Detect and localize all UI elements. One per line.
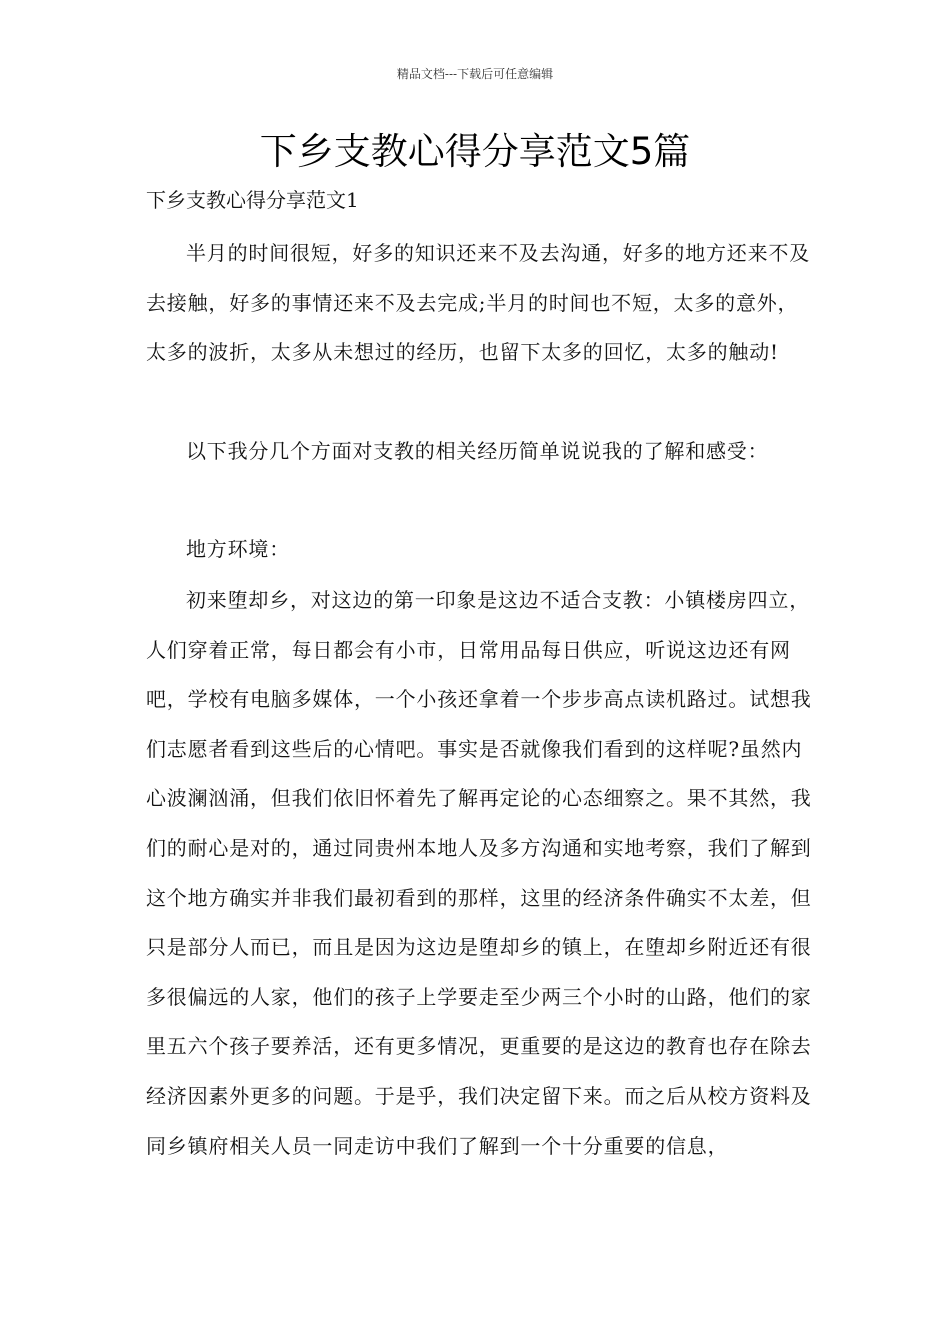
- paragraph-block: [146, 576, 816, 1171]
- subsection-heading: 地方环境：: [186, 537, 290, 561]
- paragraph-block: [146, 525, 816, 575]
- page-header-note: 精品文档---下载后可任意编辑: [396, 67, 554, 81]
- paragraph-block: [146, 229, 816, 378]
- paragraph-block: [146, 427, 816, 477]
- paragraph: 半月的时间很短，好多的知识还来不及去沟通，好多的地方还来不及去接触，好多的事情还来不及去完成;半月的时间也不短，太多的意外，太多的波折，太多从未想过的经历，也留下太多的回忆，太多的触动!: [146, 241, 810, 365]
- paragraph: 以下我分几个方面对支教的相关经历简单说说我的了解和感受：: [186, 439, 769, 463]
- section-heading: 下乡支教心得分享范文1: [146, 188, 359, 212]
- document-title: 下乡支教心得分享范文5篇: [259, 130, 691, 173]
- paragraph: 初来堕却乡，对这边的第一印象是这边不适合支教：小镇楼房四立，人们穿着正常，每日都会有小市，日常用品每日供应，听说这边还有网吧，学校有电脑多媒体，一个小孩还拿着一个步步高点读机路过。试想我们志愿者看到这些后的心情吧。事实是否就像我们看到的这样呢?虽然内心波澜汹涌，但我们依旧怀着先了解再定论的心态细察之。果不其然，我们的耐心是对的，通过同贵州本地人及多方沟通和实地考察，我们了解到这个地方确实并非我们最初看到的那样，这里的经济条件确实不太差，但只是部分人而已，而且是因为这边是堕却乡的镇上，在堕却乡附近还有很多很偏远的人家，他们的孩子上学要走至少两三个小时的山路，他们的家里五六个孩子要养活，还有更多情况，更重要的是这边的教育也存在除去经济因素外更多的问题。于是乎，我们决定留下来。而之后从校方资料及同乡镇府相关人员一同走访中我们了解到一个十分重要的信息，: [146, 588, 812, 1158]
